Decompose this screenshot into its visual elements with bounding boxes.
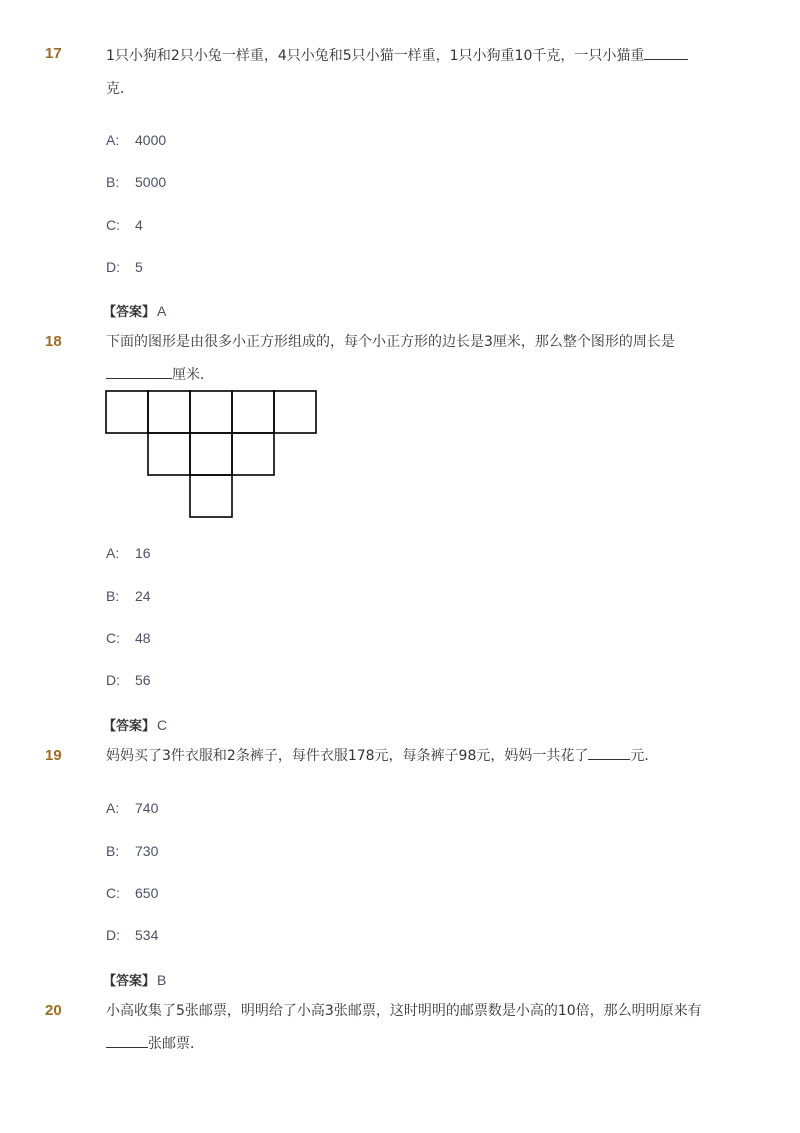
option-letter: C: — [106, 630, 120, 646]
grid-square — [190, 391, 232, 433]
option-d[interactable] — [106, 259, 143, 275]
option-value: 730 — [135, 843, 159, 859]
answer-label: 【答案】 — [103, 719, 156, 734]
question-text-part: 1只小狗和2只小兔一样重，4只小兔和5只小猫一样重，1只小狗重10千克，一只小猫重 — [106, 48, 645, 64]
answer-blank — [588, 745, 630, 760]
answer-label: 【答案】 — [103, 305, 156, 320]
option-value: 5000 — [135, 174, 167, 190]
option-value: 534 — [135, 927, 159, 943]
option-letter: A: — [106, 132, 120, 148]
answer-value: B — [157, 972, 167, 988]
answer-blank — [644, 45, 688, 60]
option-letter: A: — [106, 545, 120, 561]
option-letter: B: — [106, 174, 120, 190]
question-text-part: 妈妈买了3件衣服和2条裤子，每件衣服178元，每条裤子98元，妈妈一共花了 — [106, 748, 589, 764]
grid-square — [148, 433, 190, 475]
question-text-part: 克． — [106, 81, 134, 97]
question-number: 17 — [45, 45, 62, 62]
grid-square — [190, 475, 232, 517]
option-value: 48 — [135, 630, 151, 646]
option-d[interactable] — [106, 927, 158, 943]
option-b[interactable] — [106, 843, 158, 859]
question-text — [106, 40, 726, 106]
option-c[interactable] — [106, 630, 151, 646]
option-c[interactable] — [106, 885, 158, 901]
answer-blank — [106, 364, 172, 379]
answer-blank — [106, 1033, 148, 1048]
option-letter: D: — [106, 927, 120, 943]
option-letter: D: — [106, 672, 120, 688]
option-a[interactable] — [106, 545, 151, 561]
grid-square — [232, 391, 274, 433]
square-grid-figure — [104, 389, 320, 519]
answer-line — [103, 301, 166, 320]
question-number: 20 — [45, 1002, 62, 1019]
option-letter: B: — [106, 588, 120, 604]
option-value: 5 — [135, 259, 143, 275]
question-text — [106, 740, 726, 773]
option-b[interactable] — [106, 174, 166, 190]
option-value: 4000 — [135, 132, 167, 148]
answer-label: 【答案】 — [103, 974, 156, 989]
grid-square — [148, 391, 190, 433]
question-text-part: 元． — [630, 748, 659, 764]
option-value: 740 — [135, 800, 159, 816]
question-number: 19 — [45, 747, 62, 764]
option-value: 650 — [135, 885, 159, 901]
option-value: 4 — [135, 217, 143, 233]
question-text-part: 下面的图形是由很多小正方形组成的，每个小正方形的边长是3厘米，那么整个图形的周长是 — [106, 334, 675, 350]
answer-value: A — [157, 303, 167, 319]
option-value: 16 — [135, 545, 151, 561]
option-letter: C: — [106, 217, 120, 233]
grid-square — [274, 391, 316, 433]
option-letter: D: — [106, 259, 120, 275]
option-letter: C: — [106, 885, 120, 901]
option-value: 24 — [135, 588, 151, 604]
grid-square — [106, 391, 148, 433]
question-text — [106, 995, 726, 1061]
option-value: 56 — [135, 672, 151, 688]
option-c[interactable] — [106, 217, 143, 233]
option-b[interactable] — [106, 588, 151, 604]
question-text — [106, 326, 726, 392]
answer-line — [103, 970, 166, 989]
option-letter: B: — [106, 843, 120, 859]
answer-value: C — [157, 717, 168, 733]
answer-line — [103, 715, 167, 734]
question-text-part: 小高收集了5张邮票，明明给了小高3张邮票，这时明明的邮票数是小高的10倍，那么明明原来有 — [106, 1003, 702, 1019]
option-a[interactable] — [106, 800, 158, 816]
option-letter: A: — [106, 800, 120, 816]
grid-square — [190, 433, 232, 475]
question-text-part: 厘米． — [172, 367, 214, 383]
option-d[interactable] — [106, 672, 151, 688]
grid-square — [232, 433, 274, 475]
question-text-part: 张邮票． — [148, 1036, 204, 1052]
option-a[interactable] — [106, 132, 166, 148]
question-number: 18 — [45, 333, 62, 350]
